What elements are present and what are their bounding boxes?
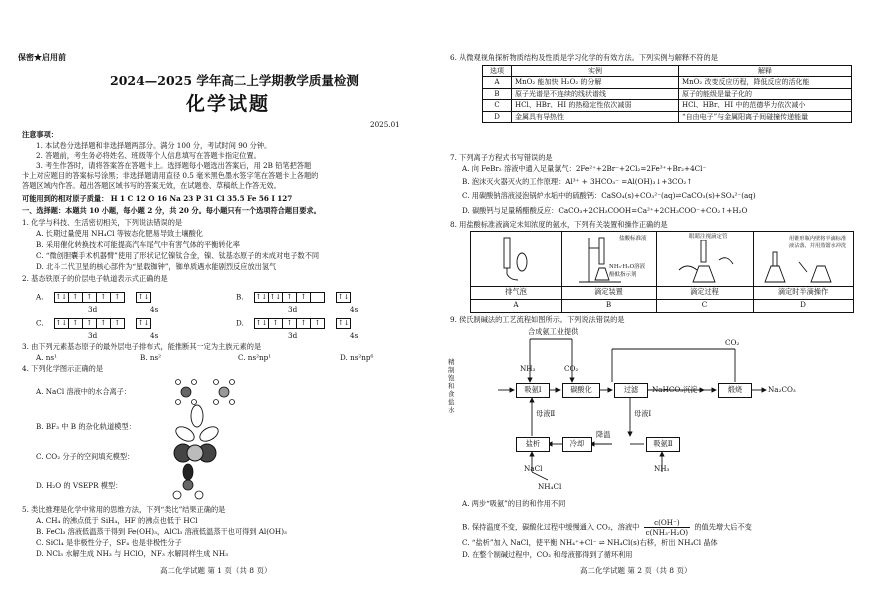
flow-filter-box: 过滤 [614, 383, 648, 398]
q1-option-d: D. 北斗二代卫星的核心部件为“星载铷钟”，铷单质遇水能剧烈反应放出氢气 [36, 262, 277, 271]
q8-caption-a: 排气泡 [505, 287, 527, 296]
flow-nahco3-label: NaHCO₃沉淀 [652, 385, 698, 394]
q5-option-d: D. NCl₃ 水解生成 NH₃ 与 HClO，NF₃ 水解同样生成 NH₃ [36, 549, 228, 558]
q4-option-d: D. H₂O 的 VSEPR 模型： [36, 481, 123, 490]
note-3-cont2: 答题区域内作答。超出答题区域书写的答案无效，在试题卷、草稿纸上作答无效。 [22, 181, 281, 190]
flow-brine-label: 精制饱和食盐水 [448, 358, 455, 414]
q9-option-c: C. “盐析”加入 NaCl，使平衡 NH₄⁺+Cl⁻ ⇌ NH₄Cl(s)右移，析出 NH₄Cl 晶体 [462, 538, 718, 547]
vsepr-model [168, 463, 208, 503]
q9-option-b: B. 保持温度不变，碳酸化过程中缓慢通入 CO₂，溶液中 $\frac{c(OH^-)}{\text{c(NH₃·H₂O)}}$ 的值先增大后不变 [462, 518, 752, 537]
table-row: B 原子光谱是不连续的线状谱线 原子的能级是量子化的 [483, 88, 852, 99]
flow-nh4cl-label: NH₄Cl [538, 482, 562, 491]
left-footer: 高二化学试题 第 1 页（共 8 页） [160, 566, 272, 575]
right-page [440, 0, 870, 607]
q8-letter-a: A [513, 300, 519, 309]
flow-mother2-label: 母液Ⅱ [536, 409, 556, 418]
q3-option-d: D. ns²np⁶ [340, 353, 374, 362]
table-row: C HCl、HBr、HI 的热稳定性依次减弱 HCl、HBr、HI 中的范德华力依次减小 [483, 100, 852, 111]
q9-stem: 9. 侯氏制碱法的工艺流程如图所示。下列说法错误的是 [450, 315, 625, 324]
flow-nacl-label: NaCl [524, 464, 543, 473]
q2-b-4s-label: 4s [350, 305, 359, 314]
flow-cooling-box: 冷却 [562, 437, 592, 452]
orbital-3d-b: ↑↓ ↑↓ ↑ ↑ [254, 292, 324, 303]
burette-bubble-figure [496, 236, 536, 284]
q8-b-note-2: NH₃·H₂O溶液 [609, 264, 646, 270]
q2-option-c: C. ↑↓ ↑ ↑ ↑ ↑ ↑↓ [36, 318, 150, 328]
section-title: 一、选择题：本题共 10 小题，每小题 2 分，共 20 分。每小题只有一个选项符合题目要求。 [22, 206, 321, 215]
q8-b-note-3: 酚酞指示剂 [609, 272, 637, 278]
q1-stem: 1. 化学与科技、生活密切相关，下列说法错误的是 [22, 218, 183, 227]
flow-top-label: 合成氨工业提供 [528, 327, 579, 336]
right-footer: 高二化学试题 第 2 页（共 8 页） [580, 566, 692, 575]
q2-option-d: D. ↑↓ ↑ ↑ ↑ ↑ ↑↓ [236, 318, 350, 328]
flow-na2co3-label: Na₂CO₃ [768, 385, 796, 394]
q1-option-b: B. 采用催化转换技术可能提高汽车尾气中有害气体的平衡转化率 [36, 240, 240, 249]
q2-option-a: A. ↑↓ ↑ ↑ ↑ ↑ ↑↓ [36, 292, 150, 302]
note-3: 3. 考生作答时，请将答案答在答题卡上。选择题每小题选出答案后，用 2B 铅笔把答题 [36, 161, 312, 170]
flow-mother1-label: 母液Ⅰ [634, 409, 652, 418]
orbital-4s-d: ↑↓ [338, 319, 350, 327]
orbital-4s-a: ↑↓ [137, 293, 150, 301]
q7-option-c: C. 用碳酸钠溶液浸泡锅炉水垢中的硫酸钙：CaSO₄(s)+CO₃²⁻(aq)⇌CaCO₃(s)+SO₄²⁻(aq) [462, 191, 756, 200]
q8-caption-d: 滴定时半滴操作 [777, 287, 829, 296]
table-row: A MnO₂ 能加快 H₂O₂ 的分解 MnO₂ 改变反应历程，降低反应的活化能 [483, 77, 852, 88]
exam-title: 2024—2025 学年高二上学期教学质量检测 [110, 73, 359, 88]
flow-absorb1-box: 吸氨Ⅰ [516, 383, 550, 398]
q4-option-b: B. BF₃ 中 B 的杂化轨道模型： [36, 422, 136, 431]
q3-option-a: A. ns¹ [36, 353, 57, 362]
q8-c-note: 眼睛注视滴定管 [689, 234, 728, 240]
q5-option-c: C. SiCl₄ 是非极性分子，SF₄ 也是非极性分子 [36, 538, 182, 547]
q2-c-4s-label: 4s [150, 331, 159, 340]
q7-option-a: A. 向 FeBr₂ 溶液中通入足量氯气：2Fe²⁺+2Br⁻+2Cl₂=2Fe³⁺+Br₂+4Cl⁻ [462, 164, 707, 173]
q7-stem: 7. 下列离子方程式书写错误的是 [450, 153, 553, 162]
table-header-row: 选项 实例 解释 [483, 66, 852, 77]
q7-option-d: D. 碳酸钙与足量稀醋酸反应：CaCO₃+2CH₃COOH=Ca²⁺+2CH₃COO⁻+CO₂↑+H₂O [462, 206, 748, 215]
flow-salting-box: 盐析 [516, 437, 550, 452]
co2-space-filling-model [172, 441, 218, 465]
q9-option-d: D. 在整个制碱过程中，CO₂ 和母液都得到了循环利用 [462, 550, 633, 559]
q5-option-b: B. FeCl₃ 溶液低温蒸干得到 Fe(OH)₃，AlCl₃ 溶液低温蒸干也可得到 Al(OH)₃ [36, 527, 287, 536]
q4-stem: 4. 下列化学图示正确的是 [22, 364, 104, 373]
flow-carbonation-box: 碳酸化 [562, 383, 600, 398]
orbital-4s-c: ↑↓ [137, 319, 150, 327]
secret-label: 保密★启用前 [18, 52, 66, 62]
q2-option-b: B. ↑↓ ↑↓ ↑ ↑ ↑↓ [236, 292, 350, 302]
orbital-4s-b: ↑↓ [337, 293, 350, 301]
titration-process-figure [671, 240, 741, 284]
q8-caption-c: 滴定过程 [690, 287, 719, 296]
note-2: 2. 答题前，考生务必将姓名、班级等个人信息填写在答题卡指定位置。 [36, 151, 261, 160]
flow-calcine-box: 煅烧 [718, 383, 752, 398]
q1-option-a: A. 长期过量使用 NH₄Cl 等铵态化肥易导致土壤酸化 [36, 229, 203, 238]
subject-title: 化学试题 [186, 93, 271, 115]
q7-option-b: B. 泡沫灭火器灭火的工作原理：Al³⁺ + 3HCO₃⁻ =Al(OH)₃↓+3CO₂↑ [462, 177, 693, 186]
q4-option-c: C. CO₂ 分子的空间填充模型： [36, 452, 135, 461]
q2-d-3d-label: 3d [288, 331, 298, 340]
q2-b-3d-label: 3d [288, 305, 298, 314]
orbital-3d-c: ↑↓ ↑ ↑ ↑ ↑ [54, 318, 124, 329]
q1-option-c: C. “微创胆囊手术机器臂”使用了形状记忆镍钛合金，镍、钛基态原子的未成对电子数不同 [36, 251, 320, 260]
q6-table [482, 65, 852, 123]
notes-title: 注意事项： [22, 130, 58, 139]
flow-co2-label: CO₂ [564, 364, 579, 373]
q8-d-note-1: 用锥形瓶内壁将半滴标准 [789, 236, 847, 242]
q8-figure-table [470, 231, 854, 313]
flow-co2-recycle: CO₂ [725, 338, 740, 347]
q9-flow-diagram [440, 322, 870, 497]
flow-absorb2-box: 吸氨Ⅱ [646, 437, 680, 452]
q2-c-3d-label: 3d [88, 331, 98, 340]
flow-nh3-label: NH₃ [520, 364, 536, 373]
flow-nh3-2-label: NH₃ [654, 464, 670, 473]
note-1: 1. 本试卷分选择题和非选择题两部分。满分 100 分，考试时间 90 分钟。 [36, 141, 272, 150]
q5-option-a: A. CH₄ 的沸点低于 SiH₄，HF 的沸点也低于 HCl [36, 516, 198, 525]
q8-letter-c: C [701, 300, 708, 309]
q4-option-a: A. NaCl 溶液中的水合离子： [36, 387, 132, 396]
q6-stem: 6. 从微观视角探析物质结构及性质是学习化学的有效方法。下列实例与解释不符的是 [450, 53, 718, 62]
atomic-masses: 可能用到的相对原子质量： H 1 C 12 O 16 Na 23 P 31 Cl 35.5 Fe 56 I 127 [22, 194, 293, 203]
q9-fraction: $\frac{c(OH^-)}{\text{c(NH₃·H₂O)}}$ [645, 518, 689, 537]
note-3-cont: 卡上对应题目的答案标号涂黑；非选择题请用直径 0.5 毫米黑色墨水签字笔在答题卡上各题的 [22, 171, 319, 180]
q2-stem: 2. 基态铁原子的价层电子轨道表示式正确的是 [22, 274, 168, 283]
q8-caption-b: 滴定装置 [594, 287, 623, 296]
q8-letter-b: B [605, 300, 612, 309]
q5-stem: 5. 类比推理是化学中常用的思维方法，下列“类比”结果正确的是 [22, 505, 226, 514]
q3-stem: 3. 由下列元素基态原子的最外层电子排布式，能推断其一定为主族元素的是 [22, 342, 262, 351]
q8-letter-d: D [800, 300, 806, 309]
q8-d-note-2: 液沾落，并用蒸馏水冲洗 [789, 243, 847, 249]
q2-d-4s-label: 4s [350, 331, 359, 340]
q3-option-b: B. ns² [140, 353, 162, 362]
table-row: D 金属具有导热性 “自由电子”与金属阳离子间碰撞传递能量 [483, 111, 852, 122]
q2-a-3d-label: 3d [88, 305, 98, 314]
orbital-3d-d: ↑↓ ↑ ↑ ↑ ↑ [254, 318, 324, 329]
half-drop-figure [759, 246, 849, 286]
q8-b-note-1: 盐酸标准液 [619, 236, 647, 242]
q8-stem: 8. 用盐酸标准液滴定未知浓度的氨水，下列有关装置和操作正确的是 [450, 220, 668, 229]
orbital-3d-a: ↑↓ ↑ ↑ ↑ ↑ [54, 292, 124, 303]
exam-date: 2025.01 [370, 120, 400, 129]
q3-option-c: C. ns²np¹ [238, 353, 272, 362]
q2-a-4s-label: 4s [150, 305, 159, 314]
flow-cool-down-label: 降温 [596, 430, 611, 439]
q9-option-a: A. 两步“吸氨”的目的和作用不同 [462, 499, 566, 508]
